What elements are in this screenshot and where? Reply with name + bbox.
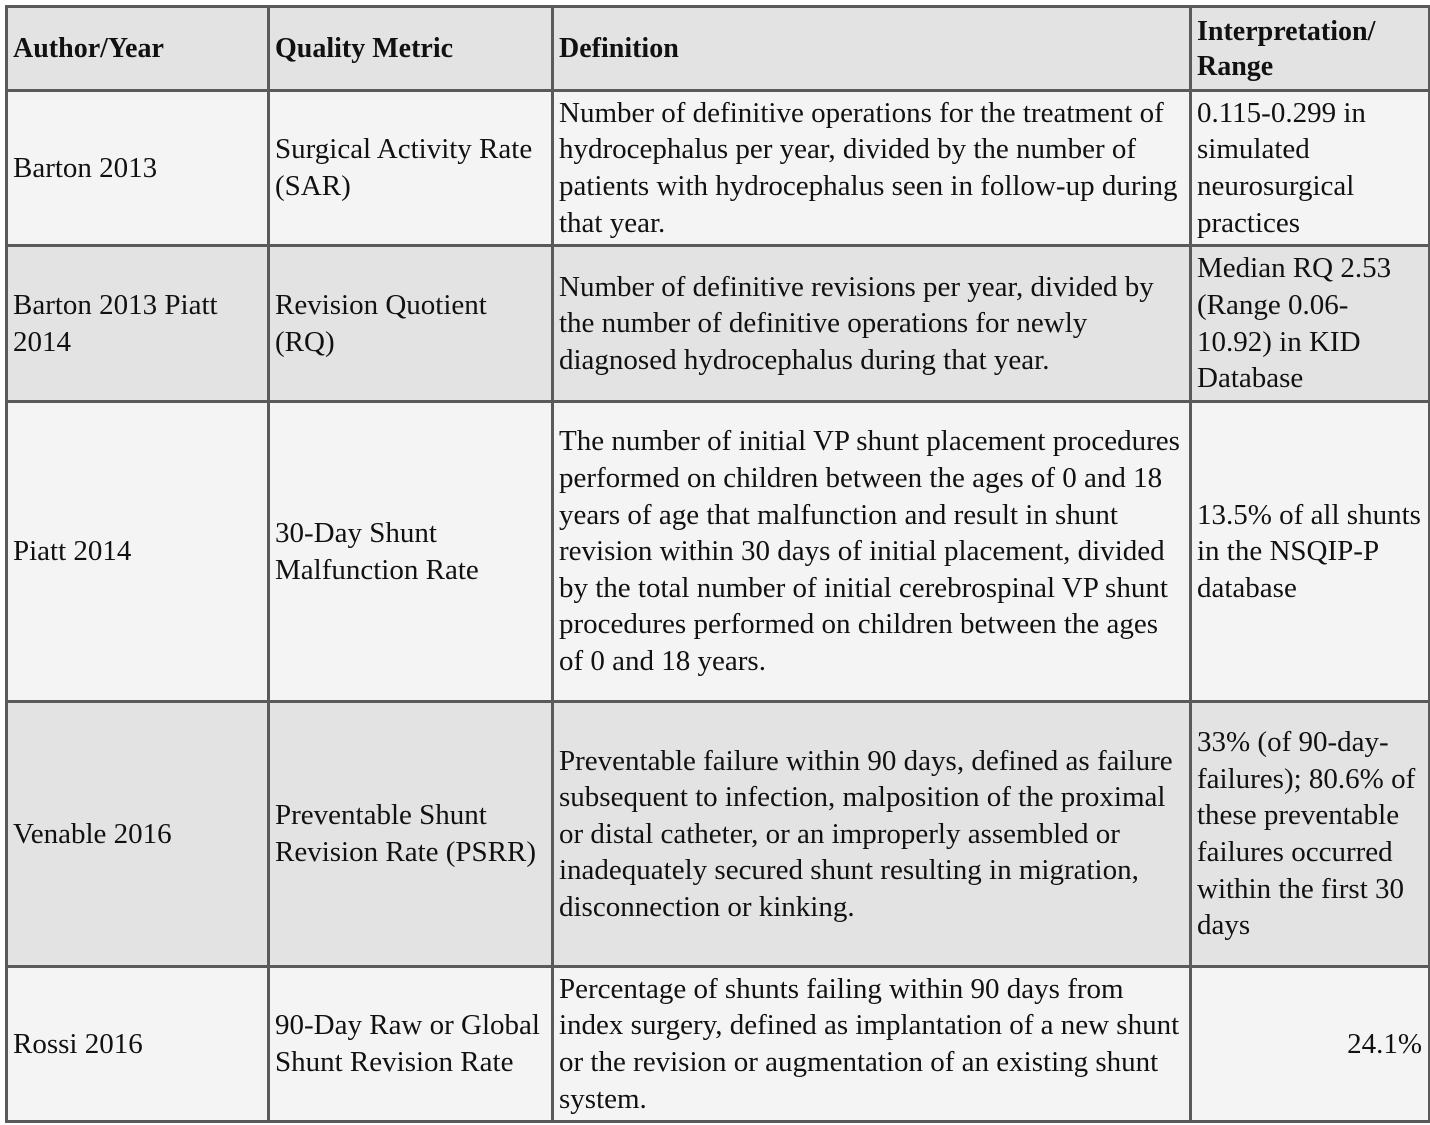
table-row: [7, 402, 1430, 702]
cell-definition: Preventable failure within 90 days, defined as failure subsequent to infection, malposition of the proximal or distal catheter, or an improperly assembled or inadequately secured shunt resulting in migration, disconnection or kinking.: [553, 702, 1191, 967]
header-definition: Definition: [553, 7, 1191, 91]
cell-metric: Surgical Activity Rate (SAR): [269, 91, 553, 246]
cell-author: Piatt 2014: [7, 402, 269, 702]
cell-metric: Preventable Shunt Revision Rate (PSRR): [269, 702, 553, 967]
table-row: [7, 246, 1430, 402]
cell-metric: 90-Day Raw or Global Shunt Revision Rate: [269, 967, 553, 1122]
header-interpretation-range: Interpretation/ Range: [1191, 7, 1430, 91]
cell-author: Rossi 2016: [7, 967, 269, 1122]
table-row: [7, 91, 1430, 246]
cell-interpretation: Median RQ 2.53 (Range 0.06-10.92) in KID Database: [1191, 246, 1430, 402]
cell-definition: Number of definitive operations for the treatment of hydrocephalus per year, divided by the number of patients with hydrocephalus seen in follow-up during that year.: [553, 91, 1191, 246]
header-row: [7, 7, 1430, 91]
cell-metric: Revision Quotient (RQ): [269, 246, 553, 402]
header-quality-metric: Quality Metric: [269, 7, 553, 91]
table-row: [7, 967, 1430, 1122]
table-row: [7, 702, 1430, 967]
quality-metrics-table: [5, 5, 1430, 1123]
cell-definition: Percentage of shunts failing within 90 days from index surgery, defined as implantation of a new shunt or the revision or augmentation of an existing shunt system.: [553, 967, 1191, 1122]
cell-interpretation: 0.115-0.299 in simulated neurosurgical practices: [1191, 91, 1430, 246]
cell-interpretation: 24.1%: [1191, 967, 1430, 1122]
cell-interpretation: 33% (of 90-day-failures); 80.6% of these preventable failures occurred within the first 30 days: [1191, 702, 1430, 967]
cell-metric: 30-Day Shunt Malfunction Rate: [269, 402, 553, 702]
cell-author: Venable 2016: [7, 702, 269, 967]
cell-definition: Number of definitive revisions per year, divided by the number of definitive operations for newly diagnosed hydrocephalus during that year.: [553, 246, 1191, 402]
cell-author: Barton 2013: [7, 91, 269, 246]
header-author-year: Author/Year: [7, 7, 269, 91]
cell-author: Barton 2013 Piatt 2014: [7, 246, 269, 402]
cell-definition: The number of initial VP shunt placement procedures performed on children between the ages of 0 and 18 years of age that malfunction and result in shunt revision within 30 days of initial placement, divided by the total number of initial cerebrospinal VP shunt procedures performed on children between the ages of 0 and 18 years.: [553, 402, 1191, 702]
cell-interpretation: 13.5% of all shunts in the NSQIP-P database: [1191, 402, 1430, 702]
